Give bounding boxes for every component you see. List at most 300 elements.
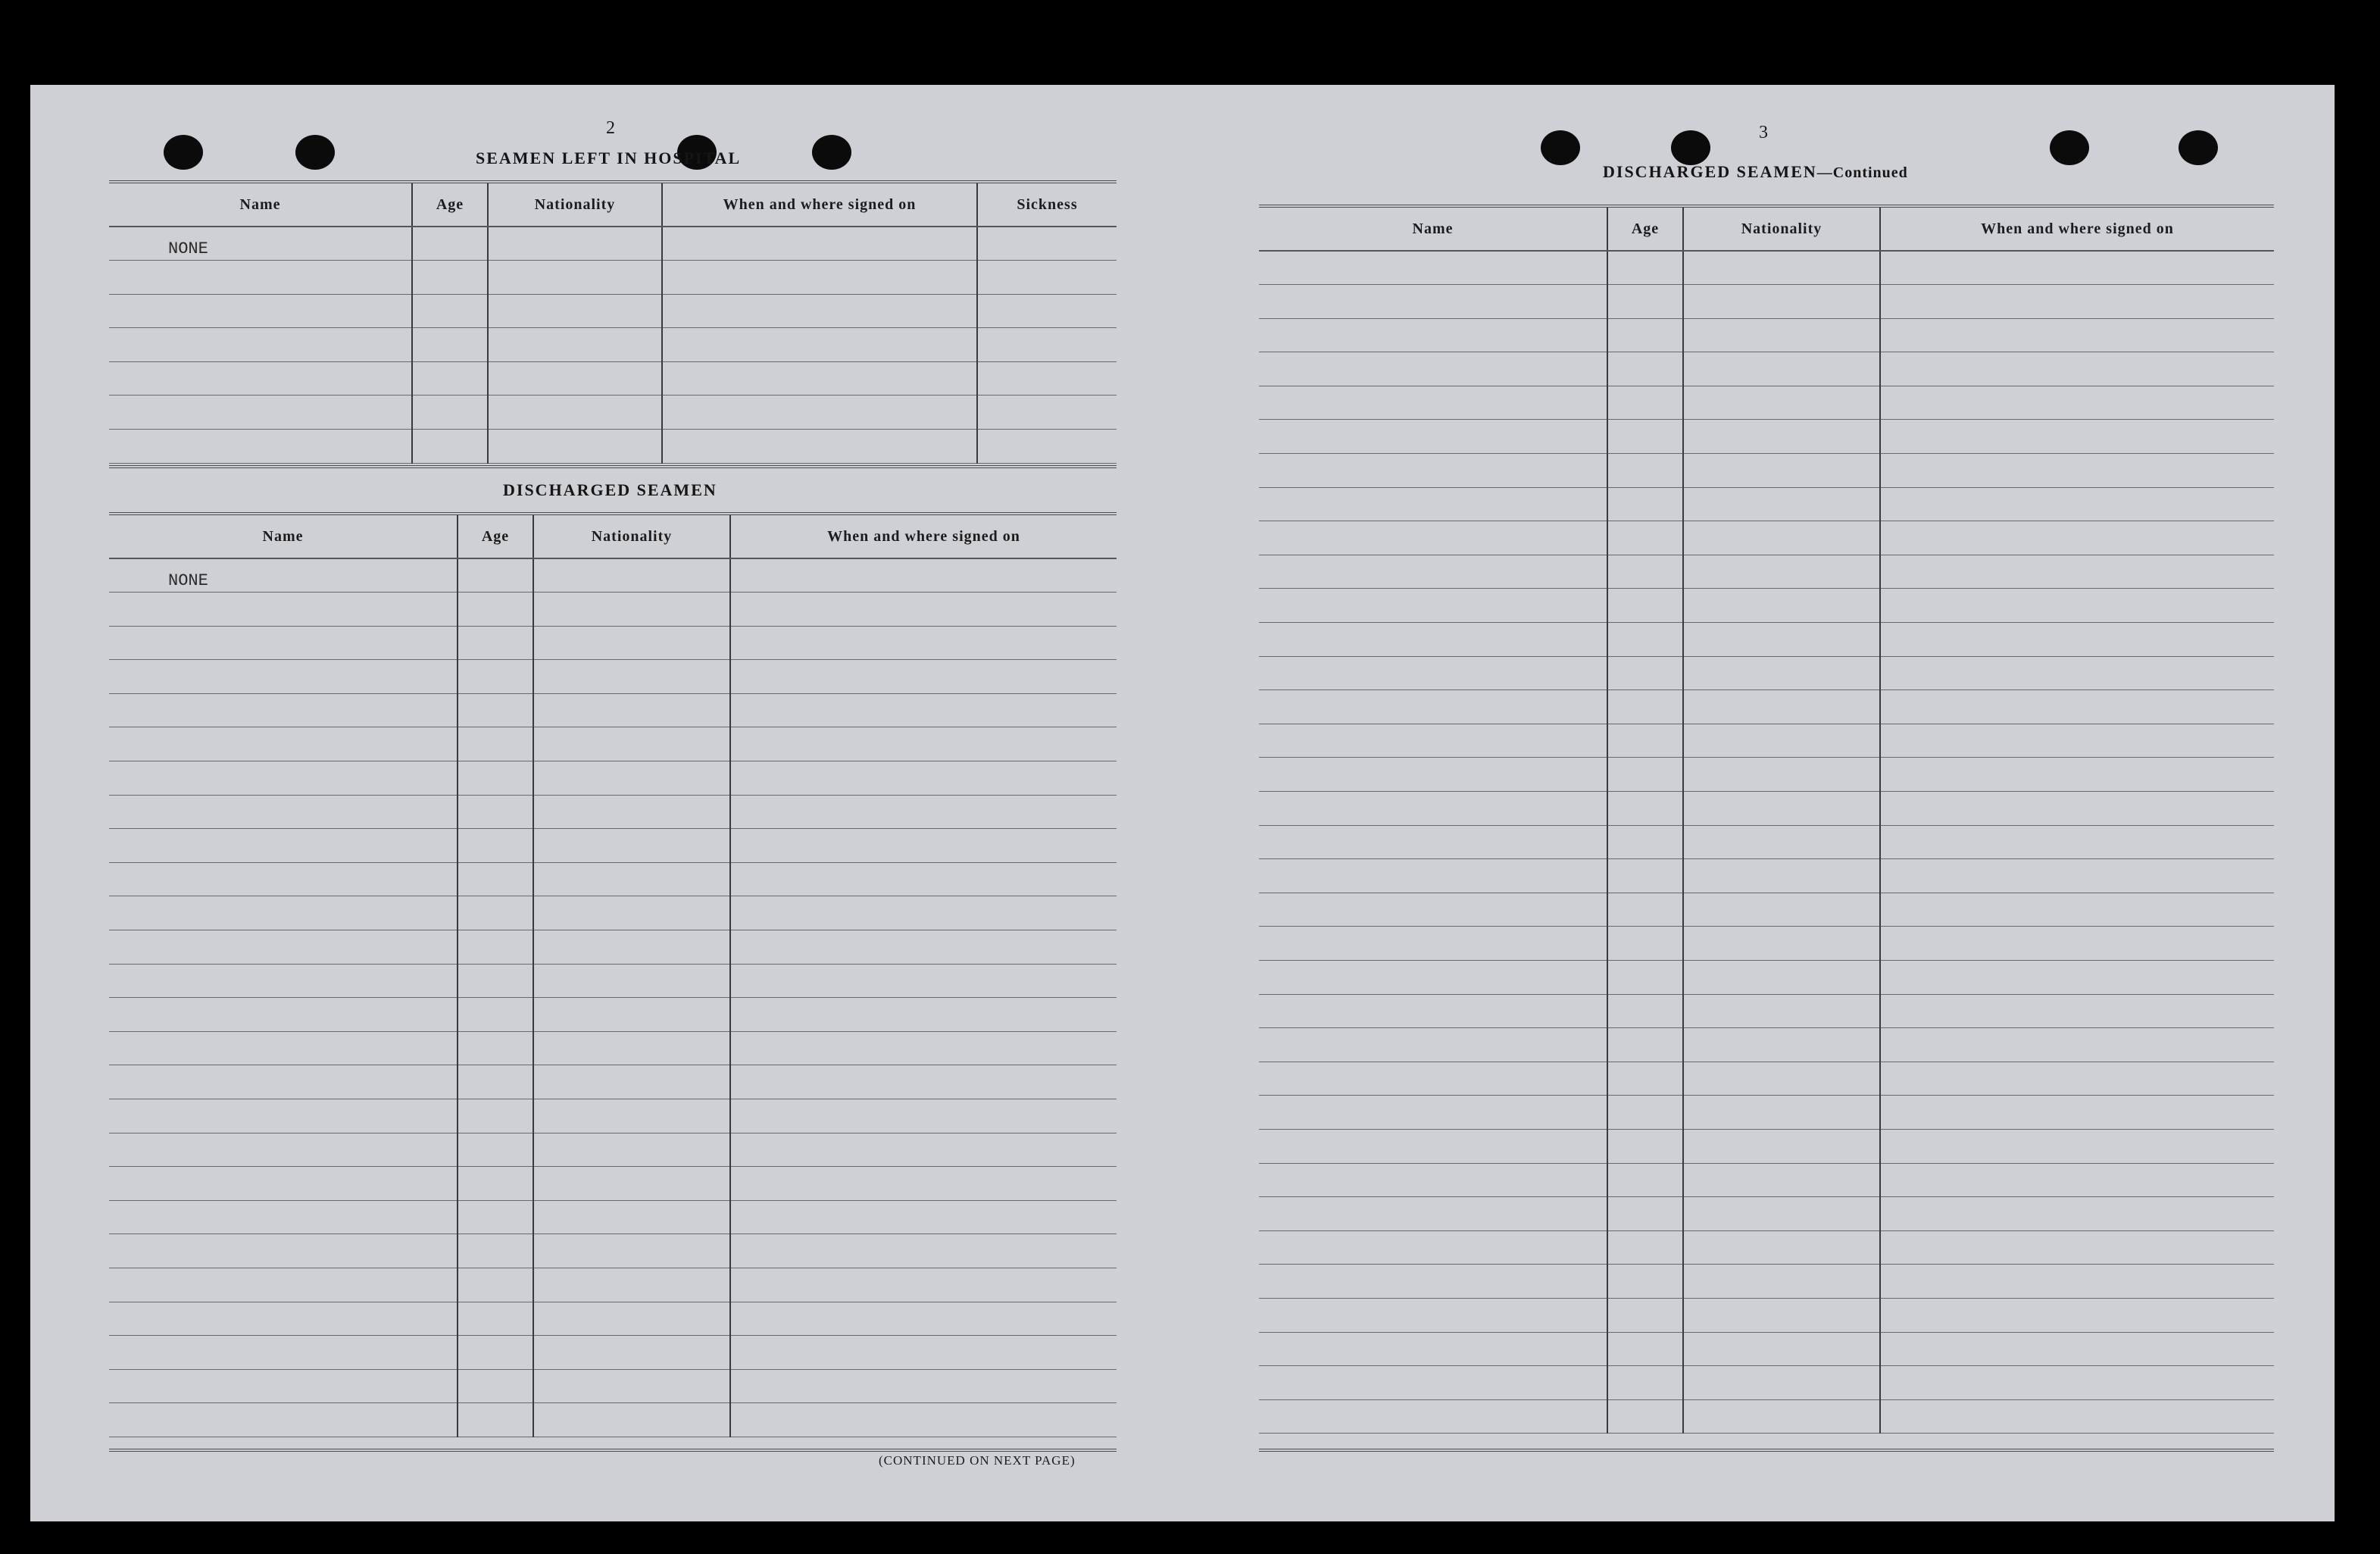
table-cell (458, 660, 533, 694)
table-row (109, 1268, 1117, 1302)
table-cell (1683, 386, 1880, 420)
table-cell (458, 1167, 533, 1201)
table-cell (1607, 454, 1683, 488)
table-cell (109, 761, 458, 796)
table-cell (1880, 386, 2274, 420)
table-cell (1259, 487, 1607, 521)
table-cell (730, 1065, 1117, 1099)
table-cell (1683, 792, 1880, 826)
discharged-table-frame (109, 512, 1117, 1452)
table-cell (109, 1200, 458, 1234)
table-cell (1683, 555, 1880, 589)
continued-title-suffix: —Continued (1816, 164, 1908, 181)
table-cell (1880, 994, 2274, 1028)
table-row (1259, 690, 2274, 724)
table-cell (109, 998, 458, 1032)
column-header-nationality: Nationality (1683, 208, 1880, 251)
table-cell (533, 626, 730, 660)
table-cell (458, 930, 533, 965)
continued-table-frame (1259, 205, 2274, 1452)
table-cell (533, 1369, 730, 1403)
table-row (109, 829, 1117, 863)
table-cell (977, 396, 1117, 430)
table-row (1259, 589, 2274, 623)
table-cell (1683, 1332, 1880, 1366)
column-header-age: Age (412, 183, 488, 227)
table-cell (1880, 420, 2274, 454)
table-cell (1683, 1265, 1880, 1299)
table-cell (1683, 859, 1880, 893)
table-cell (458, 693, 533, 727)
table-cell (488, 396, 662, 430)
table-row (1259, 1332, 2274, 1366)
table-row (109, 1031, 1117, 1065)
table-cell (458, 1336, 533, 1370)
table-cell (109, 1065, 458, 1099)
table-cell (730, 727, 1117, 761)
table-cell (533, 1099, 730, 1133)
table-cell (109, 261, 412, 295)
punch-hole (164, 135, 203, 170)
table-row (109, 727, 1117, 761)
table-row (1259, 825, 2274, 859)
table-row (109, 930, 1117, 965)
table-cell (1683, 994, 1880, 1028)
table-cell (109, 964, 458, 998)
table-cell (730, 1336, 1117, 1370)
table-cell (1880, 487, 2274, 521)
table-cell (458, 1268, 533, 1302)
table-row (1259, 1028, 2274, 1062)
table-row (109, 396, 1117, 430)
table-cell (1607, 1197, 1683, 1231)
table-cell (1880, 927, 2274, 961)
table-row (109, 1234, 1117, 1268)
table-row (1259, 1366, 2274, 1400)
table-cell (730, 930, 1117, 965)
table-cell (1880, 623, 2274, 657)
table-cell (458, 1234, 533, 1268)
table-cell (1880, 1298, 2274, 1332)
page-number-left: 2 (606, 118, 615, 138)
table-cell (412, 227, 488, 261)
table-row (1259, 960, 2274, 994)
table-cell (977, 294, 1117, 328)
table-row (1259, 1399, 2274, 1434)
table-cell (977, 328, 1117, 362)
table-cell (458, 1065, 533, 1099)
table-cell (1259, 792, 1607, 826)
table-row (1259, 487, 2274, 521)
table-cell (1880, 454, 2274, 488)
column-header-age: Age (1607, 208, 1683, 251)
hospital-section-title: SEAMEN LEFT IN HOSPITAL (476, 149, 742, 167)
table-row (109, 896, 1117, 930)
table-cell (109, 1336, 458, 1370)
table-row (109, 361, 1117, 396)
table-cell (533, 964, 730, 998)
table-cell (1880, 1096, 2274, 1130)
table-cell (1259, 1399, 1607, 1434)
table-cell (1880, 758, 2274, 792)
page-number-right: 3 (1759, 123, 1768, 142)
table-row (109, 294, 1117, 328)
table-cell (1259, 724, 1607, 758)
table-cell (458, 558, 533, 593)
table-cell (488, 361, 662, 396)
table-cell (1259, 623, 1607, 657)
continued-table-body (1259, 251, 2274, 1434)
table-cell (730, 795, 1117, 829)
table-row (1259, 623, 2274, 657)
table-cell (1607, 1332, 1683, 1366)
table-row (109, 261, 1117, 295)
table-cell (730, 829, 1117, 863)
table-cell (1259, 352, 1607, 386)
table-cell (730, 1200, 1117, 1234)
table-row (109, 1336, 1117, 1370)
table-cell (1607, 487, 1683, 521)
table-cell (109, 862, 458, 896)
table-row (109, 1167, 1117, 1201)
table-row (109, 593, 1117, 627)
table-row (1259, 1197, 2274, 1231)
table-cell (1607, 318, 1683, 352)
table-cell (533, 1268, 730, 1302)
table-cell (488, 261, 662, 295)
punch-hole (2179, 130, 2218, 165)
table-row (1259, 1062, 2274, 1096)
table-cell (730, 761, 1117, 796)
table-cell (458, 626, 533, 660)
table-cell (1607, 589, 1683, 623)
table-cell (1880, 1129, 2274, 1163)
table-row (109, 1200, 1117, 1234)
table-row (1259, 1298, 2274, 1332)
table-row (1259, 994, 2274, 1028)
table-cell (109, 693, 458, 727)
table-cell (412, 294, 488, 328)
table-cell (1607, 521, 1683, 555)
table-cell (730, 1369, 1117, 1403)
table-row (1259, 1129, 2274, 1163)
table-row (1259, 521, 2274, 555)
table-row (1259, 893, 2274, 927)
table-cell (662, 261, 977, 295)
column-header-signed-on: When and where signed on (730, 515, 1117, 558)
table-row (1259, 1096, 2274, 1130)
table-cell (533, 558, 730, 593)
table-cell (1607, 927, 1683, 961)
table-cell (1683, 1096, 1880, 1130)
table-cell (533, 593, 730, 627)
table-cell (1259, 1298, 1607, 1332)
table-cell (977, 430, 1117, 464)
table-cell (1683, 1399, 1880, 1434)
table-row (1259, 251, 2274, 285)
table-cell (1259, 251, 1607, 285)
table-cell (1880, 1028, 2274, 1062)
table-cell (730, 1234, 1117, 1268)
ledger-sheet (30, 85, 2335, 1521)
table-row (109, 1065, 1117, 1099)
table-cell (488, 294, 662, 328)
table-cell (730, 693, 1117, 727)
table-cell (109, 430, 412, 464)
table-cell (1259, 1197, 1607, 1231)
table-cell (458, 727, 533, 761)
table-cell (1607, 1298, 1683, 1332)
table-cell (1880, 656, 2274, 690)
table-cell (109, 1099, 458, 1133)
table-cell (1607, 758, 1683, 792)
table-cell (109, 1403, 458, 1437)
table-cell (1607, 555, 1683, 589)
table-cell (109, 1167, 458, 1201)
punch-hole (1671, 130, 1710, 165)
table-cell (1880, 1163, 2274, 1197)
table-cell (1607, 893, 1683, 927)
table-cell (977, 261, 1117, 295)
table-cell (1880, 893, 2274, 927)
table-cell (533, 1167, 730, 1201)
table-cell (1259, 285, 1607, 319)
table-cell (1880, 724, 2274, 758)
table-cell (533, 896, 730, 930)
continued-section-title (1603, 162, 1908, 182)
table-cell (533, 1133, 730, 1167)
table-cell (458, 795, 533, 829)
table-cell (458, 896, 533, 930)
table-cell (109, 1133, 458, 1167)
table-cell (1259, 1028, 1607, 1062)
table-row (109, 1302, 1117, 1336)
table-cell (1683, 318, 1880, 352)
table-cell (1880, 318, 2274, 352)
column-header-signed-on: When and where signed on (1880, 208, 2274, 251)
discharged-table-body (109, 558, 1117, 1437)
table-cell (1683, 251, 1880, 285)
table-row (109, 626, 1117, 660)
discharged-table (109, 515, 1117, 1437)
table-cell (1683, 1230, 1880, 1265)
table-cell (533, 1031, 730, 1065)
table-cell (1259, 927, 1607, 961)
table-cell (1880, 285, 2274, 319)
table-cell (977, 361, 1117, 396)
table-cell (109, 626, 458, 660)
table-cell (1607, 724, 1683, 758)
table-cell (412, 261, 488, 295)
table-cell: NONE (109, 558, 458, 593)
table-cell (662, 328, 977, 362)
table-cell (109, 1234, 458, 1268)
table-cell (1259, 690, 1607, 724)
table-cell (1259, 1062, 1607, 1096)
table-cell (1880, 1399, 2274, 1434)
table-cell (533, 1234, 730, 1268)
table-cell (1683, 1129, 1880, 1163)
table-cell (1683, 285, 1880, 319)
table-cell (1683, 1298, 1880, 1332)
table-cell (1607, 690, 1683, 724)
table-row (109, 1369, 1117, 1403)
table-cell (1683, 1028, 1880, 1062)
table-row (109, 1099, 1117, 1133)
table-cell (109, 930, 458, 965)
table-cell (1683, 724, 1880, 758)
table-cell (1880, 521, 2274, 555)
table-cell (533, 693, 730, 727)
table-cell (1259, 893, 1607, 927)
punch-hole (2050, 130, 2089, 165)
table-cell (1607, 792, 1683, 826)
table-cell (533, 998, 730, 1032)
table-row (1259, 792, 2274, 826)
table-cell (1683, 758, 1880, 792)
table-cell (1683, 656, 1880, 690)
table-cell (1259, 555, 1607, 589)
table-cell (1607, 825, 1683, 859)
table-cell (458, 1099, 533, 1133)
table-cell (488, 227, 662, 261)
continued-title-main: DISCHARGED SEAMEN (1603, 162, 1817, 181)
table-cell (1259, 1129, 1607, 1163)
continued-footnote: (CONTINUED ON NEXT PAGE) (879, 1453, 1076, 1468)
table-cell (1683, 960, 1880, 994)
hospital-table (109, 183, 1117, 464)
table-cell (662, 294, 977, 328)
table-cell (1683, 1366, 1880, 1400)
table-cell (730, 998, 1117, 1032)
table-cell (730, 896, 1117, 930)
table-cell (1607, 656, 1683, 690)
table-cell (1259, 1163, 1607, 1197)
table-cell (1607, 420, 1683, 454)
table-cell (1259, 758, 1607, 792)
table-cell (1259, 994, 1607, 1028)
table-row (1259, 285, 2274, 319)
table-row (109, 227, 1117, 261)
table-row (109, 795, 1117, 829)
table-cell (1683, 1163, 1880, 1197)
table-cell (533, 761, 730, 796)
column-header-signed-on: When and where signed on (662, 183, 977, 227)
table-cell (533, 660, 730, 694)
table-cell (458, 1200, 533, 1234)
table-cell (1683, 927, 1880, 961)
table-cell (730, 1268, 1117, 1302)
table-row (1259, 555, 2274, 589)
table-cell (533, 1302, 730, 1336)
table-row (1259, 758, 2274, 792)
hospital-table-body (109, 227, 1117, 463)
table-row (1259, 859, 2274, 893)
table-cell (533, 930, 730, 965)
table-cell (1880, 1197, 2274, 1231)
table-cell (1607, 251, 1683, 285)
table-cell (1683, 521, 1880, 555)
table-cell (1880, 960, 2274, 994)
table-cell (977, 227, 1117, 261)
table-cell (1880, 589, 2274, 623)
table-cell (109, 727, 458, 761)
continued-table (1259, 208, 2274, 1434)
table-cell (109, 1369, 458, 1403)
table-cell (412, 328, 488, 362)
table-cell (1683, 454, 1880, 488)
table-cell: NONE (109, 227, 412, 261)
punch-hole (812, 135, 851, 170)
table-cell (458, 1031, 533, 1065)
table-cell (1259, 656, 1607, 690)
table-cell (1259, 1332, 1607, 1366)
table-cell (1607, 1062, 1683, 1096)
table-row (109, 660, 1117, 694)
table-cell (1607, 1265, 1683, 1299)
table-cell (662, 361, 977, 396)
table-cell (109, 593, 458, 627)
table-cell (1259, 1230, 1607, 1265)
table-cell (1607, 386, 1683, 420)
table-cell (1683, 893, 1880, 927)
column-header-nationality: Nationality (488, 183, 662, 227)
table-cell (1683, 352, 1880, 386)
table-row (1259, 724, 2274, 758)
table-cell (533, 1200, 730, 1234)
table-row (109, 430, 1117, 464)
table-cell (533, 1403, 730, 1437)
table-cell (533, 1065, 730, 1099)
table-cell (730, 1099, 1117, 1133)
table-cell (109, 829, 458, 863)
table-cell (730, 1403, 1117, 1437)
table-row (1259, 1163, 2274, 1197)
table-cell (1880, 251, 2274, 285)
table-cell (1607, 1230, 1683, 1265)
table-cell (1880, 1366, 2274, 1400)
table-row (1259, 927, 2274, 961)
table-cell (1607, 1096, 1683, 1130)
column-header-nationality: Nationality (533, 515, 730, 558)
table-cell (1880, 792, 2274, 826)
table-cell (1880, 825, 2274, 859)
table-cell (1880, 1265, 2274, 1299)
table-cell (730, 1031, 1117, 1065)
column-header-name: Name (109, 515, 458, 558)
table-cell (488, 328, 662, 362)
table-cell (1683, 487, 1880, 521)
table-cell (109, 396, 412, 430)
table-cell (533, 829, 730, 863)
table-cell (458, 593, 533, 627)
table-cell (1259, 454, 1607, 488)
table-row (1259, 386, 2274, 420)
table-row (1259, 420, 2274, 454)
table-cell (1259, 825, 1607, 859)
table-cell (1259, 1265, 1607, 1299)
table-cell (730, 1133, 1117, 1167)
table-cell (488, 430, 662, 464)
table-cell (1683, 1062, 1880, 1096)
table-cell (1607, 352, 1683, 386)
table-cell (412, 430, 488, 464)
table-cell (1607, 1129, 1683, 1163)
table-cell (1607, 1399, 1683, 1434)
table-row (109, 328, 1117, 362)
table-cell (1880, 555, 2274, 589)
table-cell (1259, 960, 1607, 994)
